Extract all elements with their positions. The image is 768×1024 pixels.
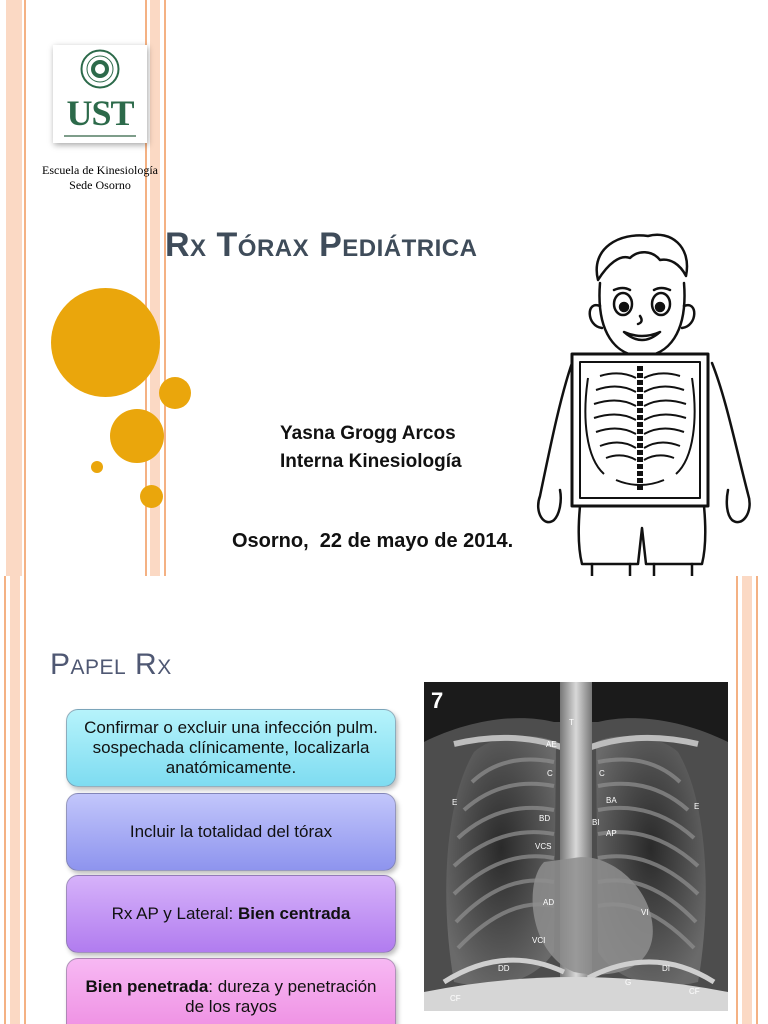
decorative-line [756, 576, 758, 1024]
chest-xray-graphic [424, 682, 728, 1011]
university-logo [53, 45, 147, 143]
presentation-date: Osorno, 22 de mayo de 2014. [232, 530, 514, 552]
figure-number: 7 [431, 688, 444, 713]
xray-label-ae: AE [546, 740, 557, 749]
decorative-line [736, 576, 738, 1024]
decorative-line [24, 576, 26, 1024]
decorative-line [145, 203, 147, 576]
xray-label-cf-right: CF [689, 987, 700, 996]
decorative-stripe [742, 576, 752, 1024]
xray-label-vcs: VCS [535, 842, 552, 851]
chest-xray-image [424, 682, 728, 1011]
presenter-block [280, 420, 462, 476]
point-box-3 [66, 875, 396, 953]
slide-title: Rx Tórax Pediátrica [165, 226, 478, 264]
decorative-stripe [10, 576, 20, 1024]
child-xray-illustration [520, 228, 768, 576]
xray-label-vci: VCI [532, 936, 546, 945]
xray-label-bi: BI [592, 818, 600, 827]
school-line-2: Sede Osorno [69, 178, 131, 192]
xray-label-ad: AD [543, 898, 555, 907]
logo-underline [64, 135, 136, 137]
point-box-4-text: : dureza y penetración de los rayos [185, 977, 377, 1016]
decorative-circle [110, 409, 164, 463]
presenter-name: Yasna Grogg Arcos [280, 423, 456, 444]
xray-label-bd: BD [539, 814, 551, 823]
xray-label-vi: VI [641, 908, 649, 917]
xray-label-c-left: C [547, 769, 553, 778]
school-line-1: Escuela de Kinesiología [42, 163, 158, 177]
point-box-4 [66, 958, 396, 1024]
xray-label-ap: AP [606, 829, 617, 838]
point-box-3-bold: Bien centrada [237, 904, 351, 923]
presenter-role: Interna Kinesiología [280, 451, 462, 472]
xray-label-t: T [569, 718, 574, 727]
decorative-circle [140, 485, 163, 508]
decorative-circle [51, 288, 160, 397]
slide-title: Papel Rx [50, 648, 172, 681]
content-slide [0, 576, 768, 1024]
decorative-line [24, 203, 26, 576]
xray-label-e-left: E [452, 798, 458, 807]
xray-label-c-right: C [599, 769, 605, 778]
seal-icon [80, 49, 120, 89]
logo-text: UST [66, 93, 134, 133]
xray-label-cf-left: CF [450, 994, 461, 1003]
decorative-circle [91, 461, 103, 473]
point-box-2: Incluir la totalidad del tórax [66, 793, 396, 871]
point-box-1: Confirmar o excluir una infección pulm. sospechada clínicamente, localizarla anatómicamente. [66, 709, 396, 787]
decorative-line [4, 576, 6, 1024]
xray-label-di: DI [662, 964, 670, 973]
xray-label-e-right: E [694, 802, 700, 811]
xray-label-dd: DD [498, 964, 510, 973]
xray-label-g: G [625, 978, 632, 987]
point-box-3-text: Rx AP y Lateral: [111, 904, 238, 923]
point-box-4-bold: Bien penetrada [85, 977, 209, 996]
school-name [20, 163, 180, 193]
xray-label-ba: BA [606, 796, 617, 805]
decorative-stripe [6, 203, 22, 576]
decorative-circle [159, 377, 191, 409]
